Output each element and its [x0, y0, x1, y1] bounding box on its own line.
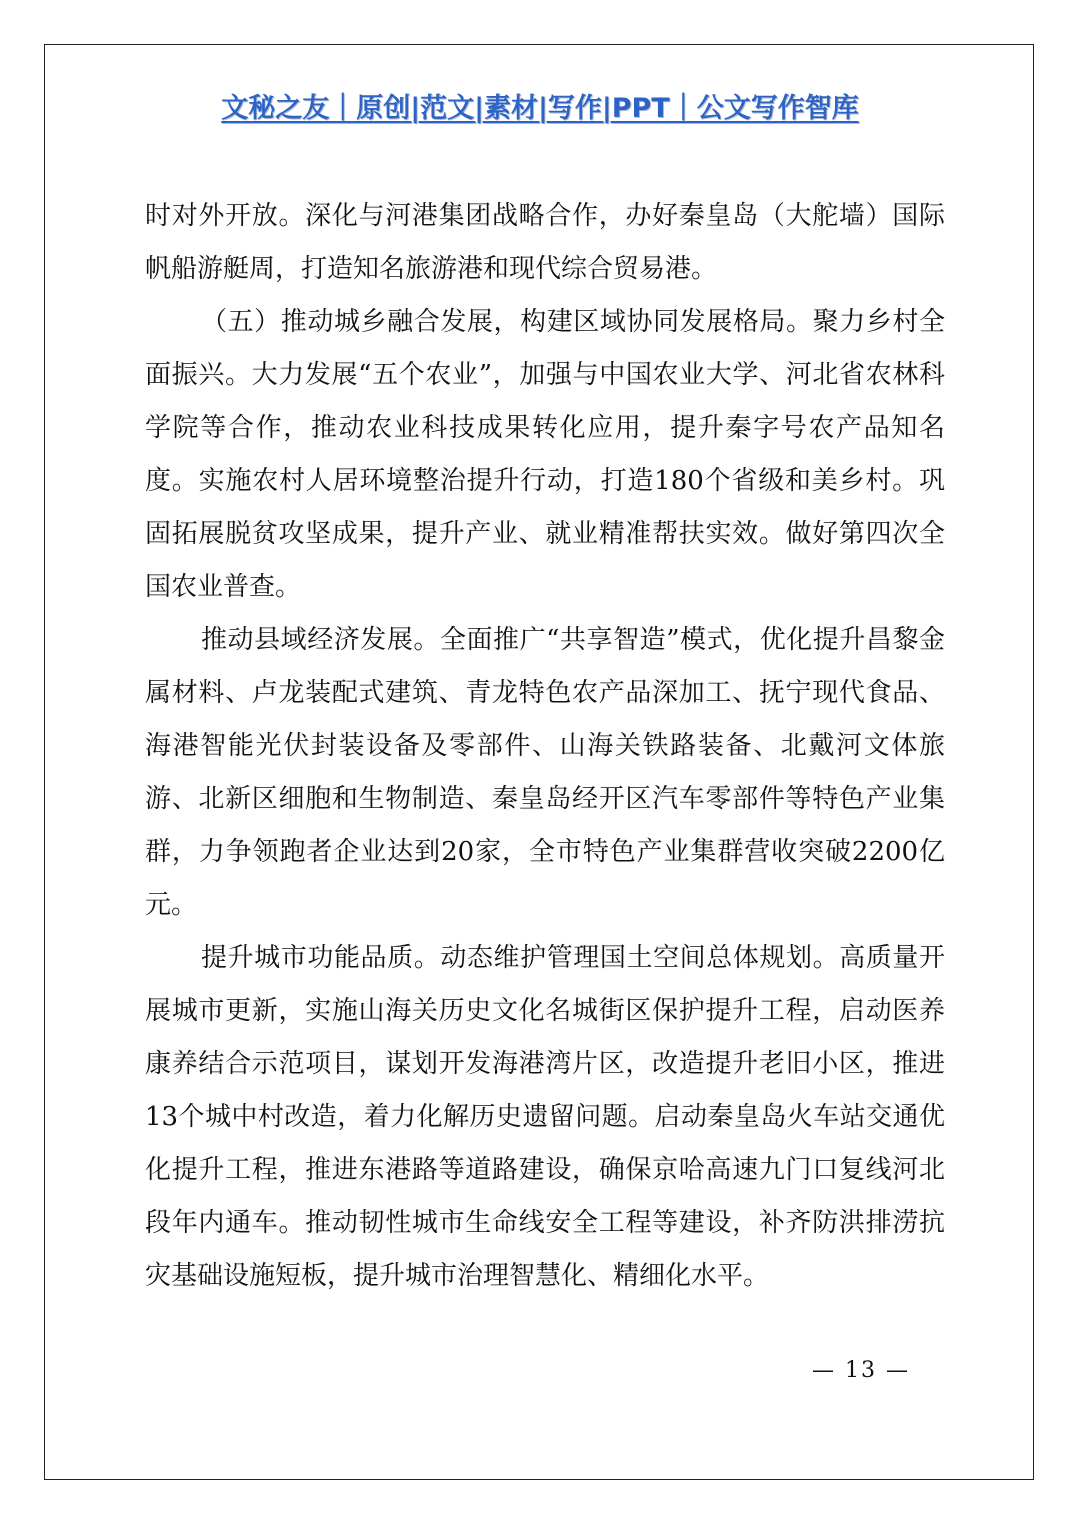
paragraph-city-function: 提升城市功能品质。动态维护管理国土空间总体规划。高质量开展城市更新，实施山海关历史文化名城街区保护提升工程，启动医养康养结合示范项目，谋划开发海港湾片区，改造提升老旧小区，推进13个城中村改造，着力化解历史遗留问题。启动秦皇岛火车站交通优化提升工程，推进东港路等道路建设，确保京哈高速九门口复线河北段年内通车。推动韧性城市生命线安全工程等建设，补齐防洪排涝抗灾基础设施短板，提升城市治理智慧化、精细化水平。: [145, 943, 945, 1291]
page-number: — 13 —: [812, 1358, 910, 1383]
paragraph-county-economy: 推动县域经济发展。全面推广“共享智造”模式，优化提升昌黎金属材料、卢龙装配式建筑、青龙特色农产品深加工、抚宁现代食品、海港智能光伏封装设备及零部件、山海关铁路装备、北戴河文体旅游、北新区细胞和生物制造、秦皇岛经开区汽车零部件等特色产业集群，力争领跑者企业达到20家，全市特色产业集群营收突破2200亿元。: [145, 625, 945, 920]
paragraph-urban-rural: （五）推动城乡融合发展，构建区域协同发展格局。聚力乡村全面振兴。大力发展“五个农业”，加强与中国农业大学、河北省农林科学院等合作，推动农业科技成果转化应用，提升秦字号农产品知名度。实施农村人居环境整治提升行动，打造180个省级和美乡村。巩固拓展脱贫攻坚成果，提升产业、就业精准帮扶实效。做好第四次全国农业普查。: [145, 307, 945, 602]
paragraph-continuation: 时对外开放。深化与河港集团战略合作，办好秦皇岛（大舵墙）国际帆船游艇周，打造知名旅游港和现代综合贸易港。: [145, 201, 945, 284]
page-header: [0, 86, 1080, 125]
document-body: [145, 190, 945, 1303]
header-title[interactable]: 文秘之友｜原创|范文|素材|写作|PPT｜公文写作智库: [221, 93, 859, 124]
